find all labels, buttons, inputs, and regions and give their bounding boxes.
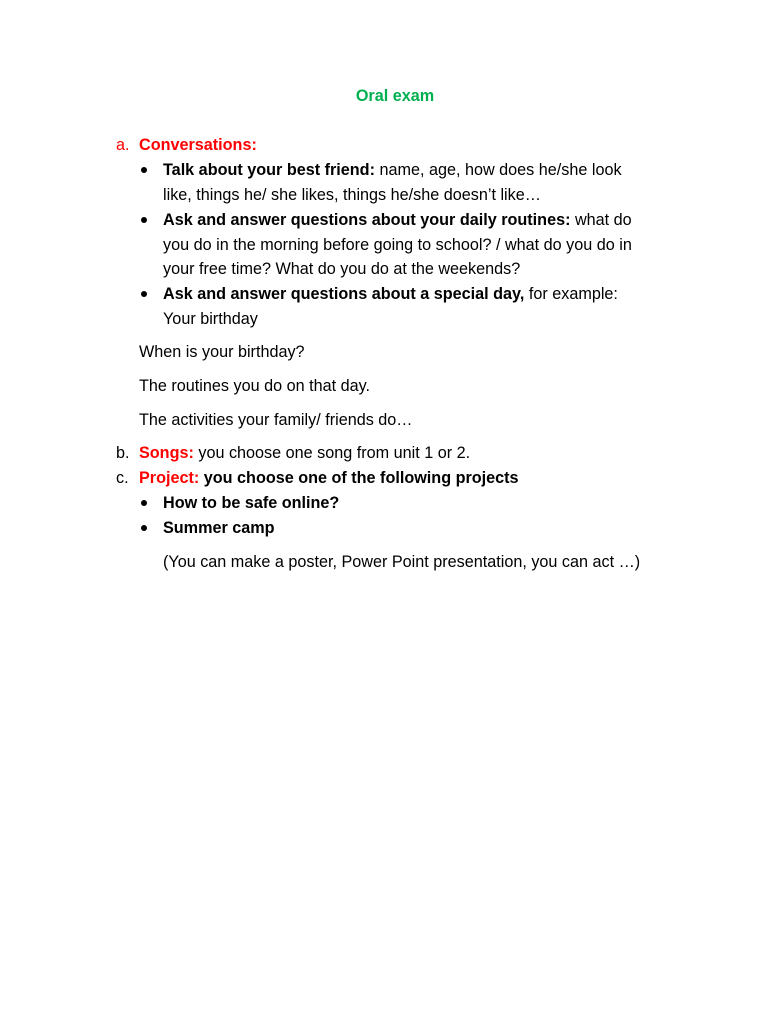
- paragraph: The activities your family/ friends do…: [139, 411, 413, 429]
- bullet-text: name, age, how does he/she look: [374, 161, 622, 179]
- bullet-text: for example:: [524, 285, 618, 303]
- section-b-text: you choose one song from unit 1 or 2.: [193, 444, 471, 462]
- section-c-heading: Project:: [139, 469, 200, 487]
- bullet-text-line: you do in the morning before going to school? / what do you do in: [163, 235, 632, 254]
- project-option: Summer camp: [163, 519, 275, 537]
- section-c-marker: c.: [116, 469, 129, 487]
- bullet-text-line: your free time? What do you do at the weekends?: [163, 260, 521, 278]
- bullet-text-line: Your birthday: [163, 309, 258, 328]
- paragraph: The routines you do on that day.: [139, 377, 370, 395]
- bullet-dot: [141, 167, 147, 173]
- section-b-heading: Songs:: [139, 444, 194, 462]
- section-b-marker: b.: [116, 444, 130, 462]
- section-c-line: [139, 466, 519, 491]
- bullet-bold-text: Ask and answer questions about your daily routines:: [163, 211, 571, 229]
- bullet-bold-text: Ask and answer questions about a special day,: [163, 285, 525, 303]
- bullet-dot: [141, 500, 147, 506]
- bullet-dot: [141, 291, 147, 297]
- section-c-text: you choose one of the following projects: [199, 469, 519, 487]
- bullet-text-line: like, things he/ she likes, things he/she doesn’t like…: [163, 185, 541, 204]
- paragraph: When is your birthday?: [139, 343, 305, 361]
- bullet-bold-text: Talk about your best friend:: [163, 161, 375, 179]
- project-option: How to be safe online?: [163, 494, 340, 512]
- bullet-dot: [141, 217, 147, 223]
- section-a-marker: a.: [116, 136, 130, 154]
- bullet-text: what do: [570, 211, 632, 229]
- section-b-line: [139, 441, 470, 466]
- document-title: Oral exam: [355, 87, 435, 105]
- bullet-dot: [141, 525, 147, 531]
- project-note: (You can make a poster, Power Point presentation, you can act …): [163, 553, 641, 571]
- section-a-heading: Conversations:: [139, 136, 257, 154]
